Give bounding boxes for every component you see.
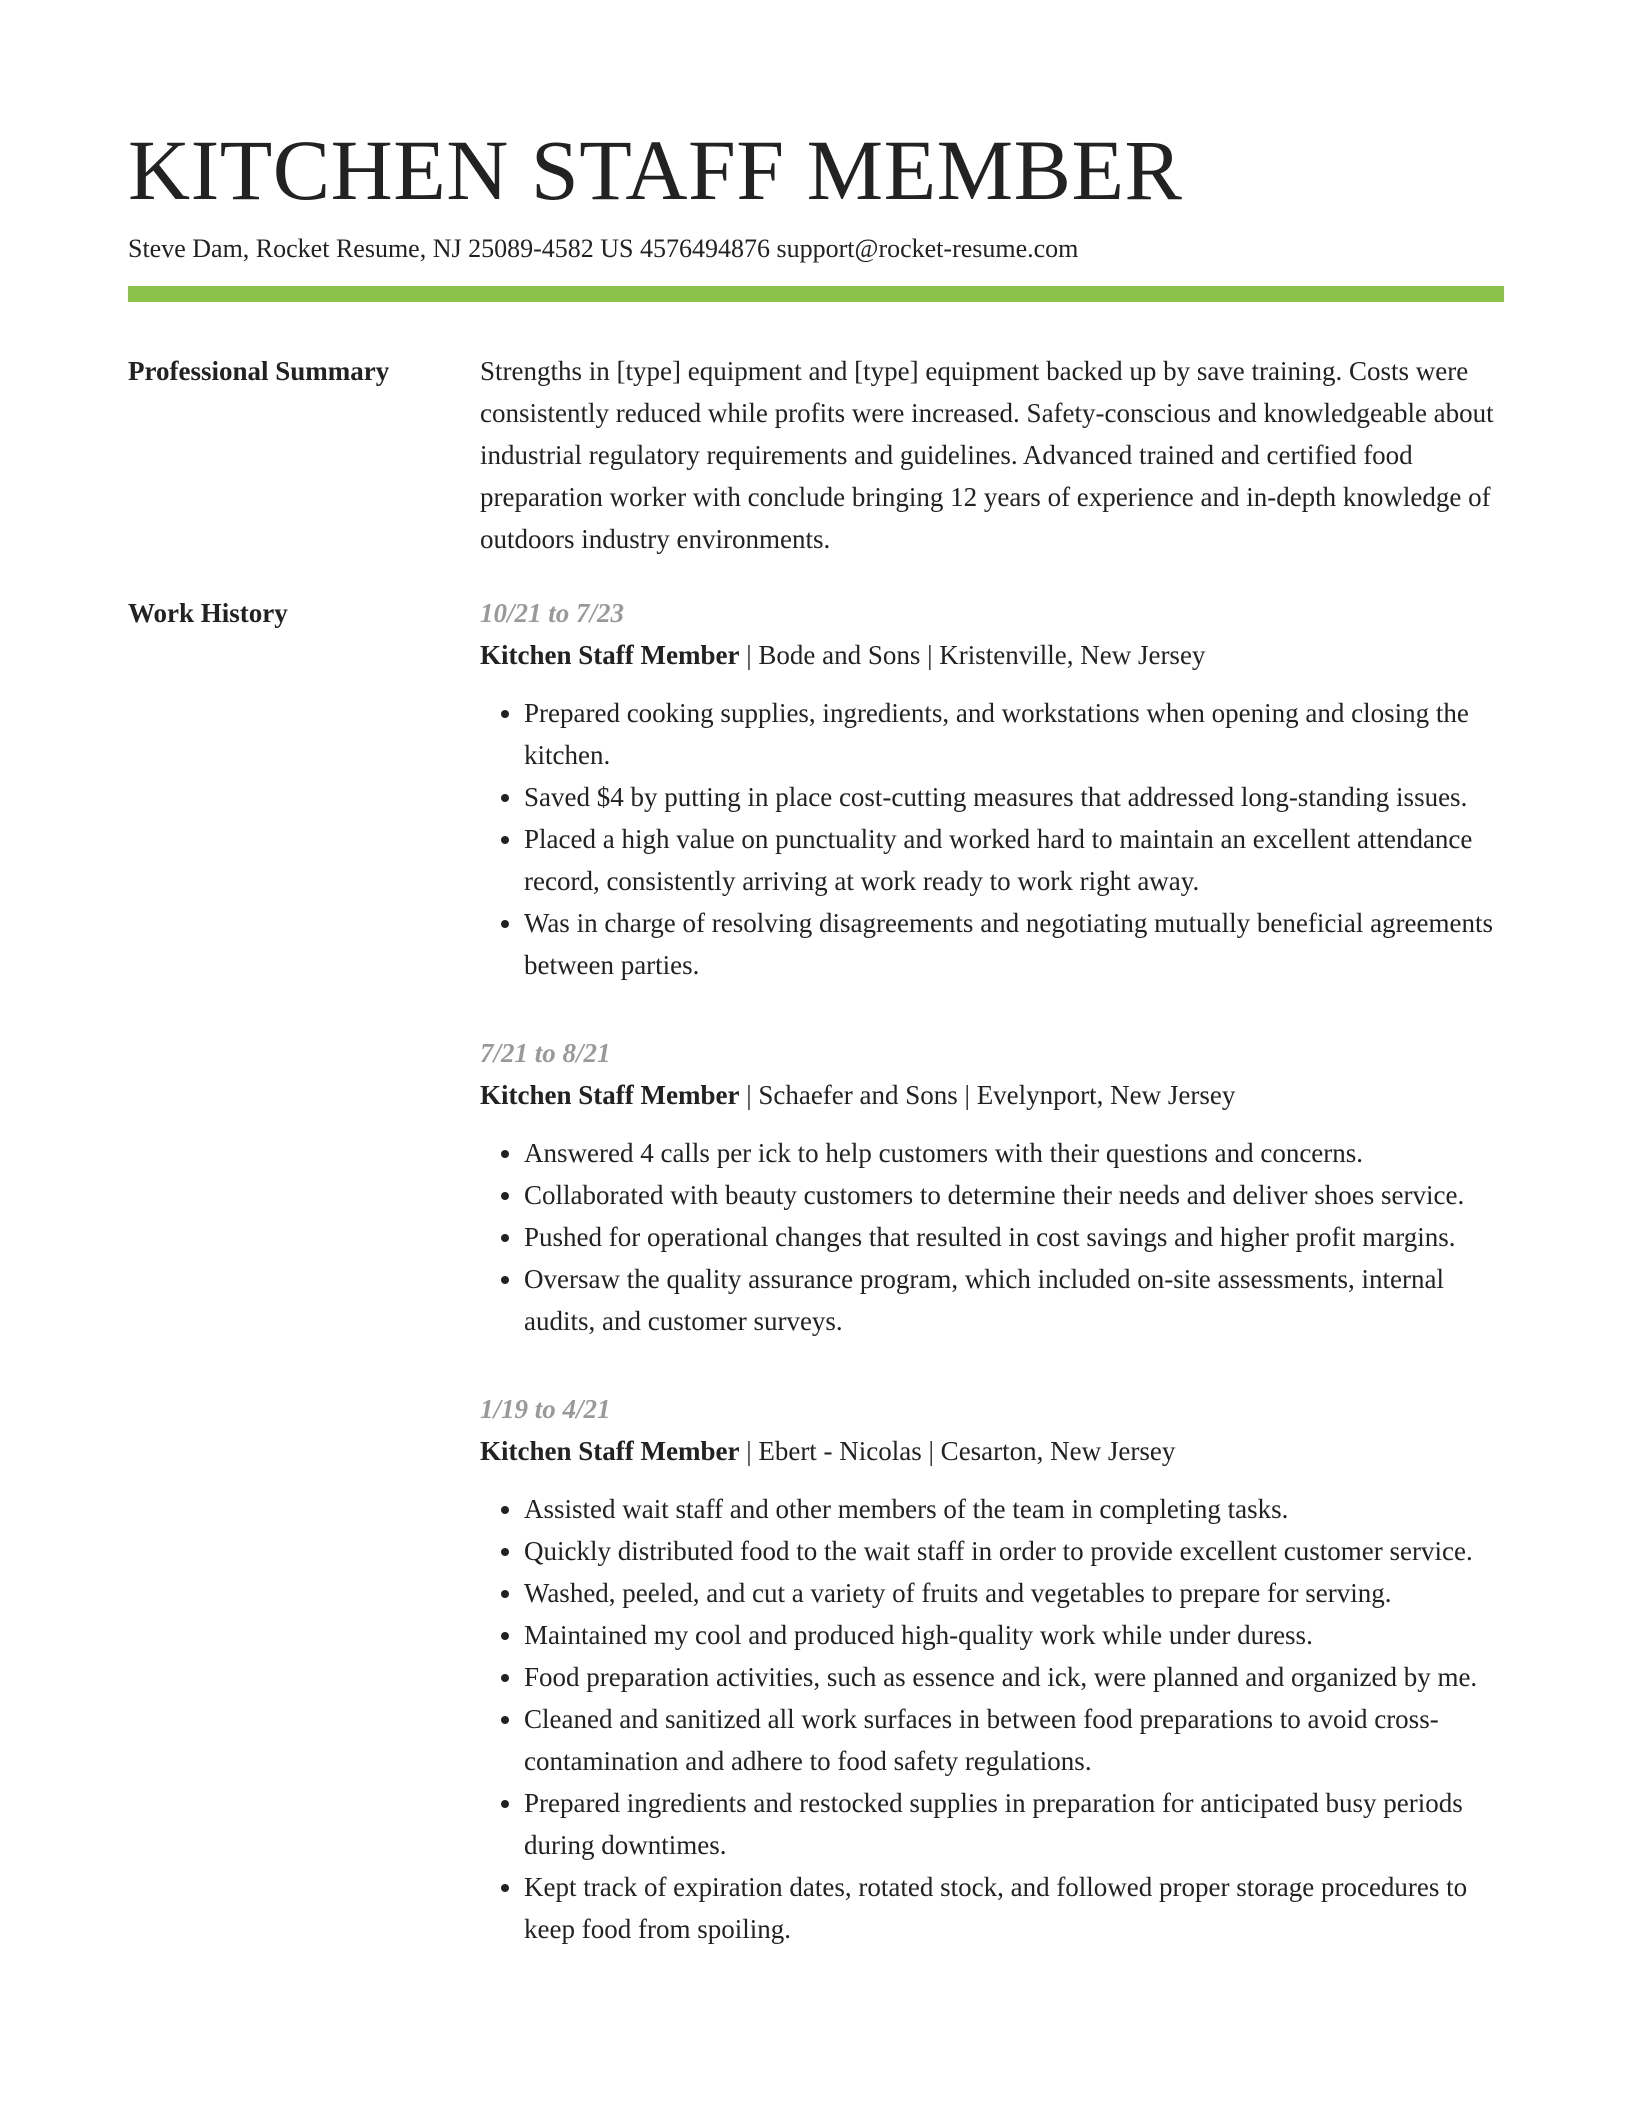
job-bullet: • Kept track of expiration dates, rotated stock, and followed proper storage procedures to keep food from spoiling. [524,1866,1504,1950]
job-bullet: • Collaborated with beauty customers to determine their needs and deliver shoes service. [524,1174,1504,1216]
job-entry [480,1032,1504,1342]
job-role: Kitchen Staff Member [480,640,740,670]
work-history-heading: Work History [128,598,288,628]
job-details: | Ebert - Nicolas | Cesarton, New Jersey [739,1436,1176,1466]
job-bullets [480,1488,1504,1950]
job-header [480,1430,1504,1472]
job-bullet: • Pushed for operational changes that resulted in cost savings and higher profit margins. [524,1216,1504,1258]
summary-text: Strengths in [type] equipment and [type] equipment backed up by save training. Costs were consistently reduced while profits were increased. Safety-conscious and knowledgeable about industrial regulatory requirements and guidelines. Advanced trained and certified food preparation worker with conclude bringing 12 years of experience and in-depth knowledge of outdoors industry environments. [480,356,1494,554]
job-bullet: • Cleaned and sanitized all work surfaces in between food preparations to avoid cross-contamination and adhere to food safety regulations. [524,1698,1504,1782]
summary-heading: Professional Summary [128,356,390,386]
job-header [480,634,1504,676]
work-history-section [480,592,1504,1996]
accent-divider [128,286,1504,302]
job-bullet: • Placed a high value on punctuality and worked hard to maintain an excellent attendance record, consistently arriving at work ready to work right away. [524,818,1504,902]
contact-line: Steve Dam, Rocket Resume, NJ 25089-4582 US 4576494876 support@rocket-resume.com [128,234,1079,263]
job-bullets [480,692,1504,986]
summary-section [480,350,1504,560]
job-bullet: • Saved $4 by putting in place cost-cutting measures that addressed long-standing issues. [524,776,1504,818]
job-entry [480,1388,1504,1950]
job-bullet: • Washed, peeled, and cut a variety of fruits and vegetables to prepare for serving. [524,1572,1504,1614]
job-bullet: • Assisted wait staff and other members of the team in completing tasks. [524,1488,1504,1530]
job-details: | Schaefer and Sons | Evelynport, New Jersey [739,1080,1236,1110]
job-bullet: • Prepared cooking supplies, ingredients, and workstations when opening and closing the kitchen. [524,692,1504,776]
job-bullet: • Was in charge of resolving disagreements and negotiating mutually beneficial agreements between parties. [524,902,1504,986]
job-bullet: • Food preparation activities, such as essence and ick, were planned and organized by me. [524,1656,1504,1698]
job-role: Kitchen Staff Member [480,1080,740,1110]
job-bullet: • Answered 4 calls per ick to help customers with their questions and concerns. [524,1132,1504,1174]
job-dates: 1/19 to 4/21 [480,1394,611,1424]
job-bullet: • Prepared ingredients and restocked supplies in preparation for anticipated busy periods during downtimes. [524,1782,1504,1866]
job-bullets [480,1132,1504,1342]
job-details: | Bode and Sons | Kristenville, New Jersey [739,640,1206,670]
job-role: Kitchen Staff Member [480,1436,740,1466]
resume-title: KITCHEN STAFF MEMBER [128,122,1183,218]
job-header [480,1074,1504,1116]
job-dates: 10/21 to 7/23 [480,598,625,628]
job-bullet: • Quickly distributed food to the wait staff in order to provide excellent customer service. [524,1530,1504,1572]
job-bullet: • Maintained my cool and produced high-quality work while under duress. [524,1614,1504,1656]
job-entry [480,592,1504,986]
job-dates: 7/21 to 8/21 [480,1038,611,1068]
job-bullet: • Oversaw the quality assurance program, which included on-site assessments, internal audits, and customer surveys. [524,1258,1504,1342]
